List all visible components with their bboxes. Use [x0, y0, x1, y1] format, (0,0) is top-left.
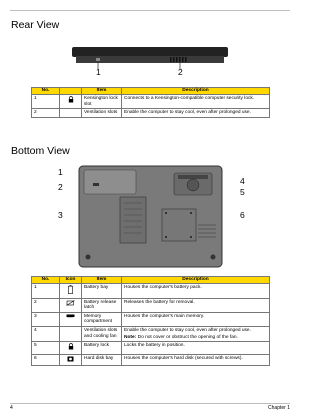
kensington-lock-icon [68, 96, 74, 103]
col-header-item: Item [82, 277, 122, 284]
bottom-callout-5: 5 [240, 187, 245, 197]
row-no: 1 [32, 284, 60, 299]
bottom-callout-1: 1 [58, 167, 63, 177]
row-description: Houses the computer's main memory. [122, 312, 270, 326]
battery-icon [68, 285, 73, 294]
col-header-blank [60, 88, 82, 95]
row-icon-cell [60, 312, 82, 326]
laptop-bottom-image [78, 165, 223, 268]
bottom-callout-6: 6 [240, 210, 245, 220]
rear-view-heading: Rear View [11, 19, 60, 31]
battery-lock-icon [68, 343, 74, 350]
note-text: Do not cover or obstruct the opening of the fan. [137, 334, 238, 340]
col-header-icon: Icon [60, 277, 82, 284]
table-row [32, 284, 270, 299]
battery-release-icon [66, 300, 75, 306]
row-description: Enable the computer to stay cool, even after prolonged use. [124, 327, 251, 333]
row-description: Enable the computer to stay cool, even after prolonged use. [122, 109, 270, 118]
table-row [32, 326, 270, 341]
row-item: Battery bay [82, 284, 122, 299]
header-rule [10, 10, 290, 11]
row-description: Releases the battery for removal. [122, 298, 270, 312]
row-description-cell [122, 326, 270, 341]
row-item: Ventilation slots [82, 109, 122, 118]
row-item: Kensington lock slot [82, 95, 122, 109]
bottom-callout-2: 2 [58, 182, 63, 192]
table-row [32, 354, 270, 366]
row-item: Hard disk bay [82, 354, 122, 366]
bottom-view-table [31, 276, 270, 366]
row-item: Ventilation slots and cooling fan [82, 326, 122, 341]
hard-disk-icon [67, 356, 74, 362]
col-header-description: Description [122, 277, 270, 284]
rear-callout-2: 2 [178, 67, 183, 77]
row-item: Battery lock [82, 342, 122, 355]
row-item: Battery release latch [82, 298, 122, 312]
row-no: 6 [32, 354, 60, 366]
rear-callout-1: 1 [96, 67, 101, 77]
row-description: Locks the battery in position. [122, 342, 270, 355]
row-icon-cell [60, 95, 82, 109]
row-icon-cell [60, 298, 82, 312]
table-header-row [32, 277, 270, 284]
page-number: 4 [10, 405, 13, 411]
col-header-item: Item [82, 88, 122, 95]
row-icon-cell [60, 326, 82, 341]
col-header-no: No. [32, 277, 60, 284]
col-header-no: No. [32, 88, 60, 95]
chapter-label: Chapter 1 [268, 405, 290, 411]
table-row [32, 342, 270, 355]
row-description: Houses the computer's hard disk (secured with screws). [122, 354, 270, 366]
table-row [32, 298, 270, 312]
bottom-view-heading: Bottom View [11, 145, 70, 157]
row-no: 2 [32, 109, 60, 118]
fan-note [124, 335, 267, 341]
row-description: Houses the computer's battery pack. [122, 284, 270, 299]
row-icon-cell [60, 109, 82, 118]
note-label: Note: [124, 334, 137, 340]
row-item: Memory compartment [82, 312, 122, 326]
battery-bay-shape [84, 170, 136, 194]
kensington-slot-shape [96, 58, 100, 61]
row-no: 1 [32, 95, 60, 109]
row-icon-cell [60, 342, 82, 355]
table-row [32, 109, 270, 118]
footer-rule [10, 403, 290, 404]
row-icon-cell [60, 354, 82, 366]
laptop-rear-image [70, 45, 230, 77]
row-no: 4 [32, 326, 60, 341]
bottom-callout-4: 4 [240, 176, 245, 186]
row-icon-cell [60, 284, 82, 299]
table-header-row [32, 88, 270, 95]
row-no: 2 [32, 298, 60, 312]
row-no: 3 [32, 312, 60, 326]
table-row [32, 95, 270, 109]
table-row [32, 312, 270, 326]
memory-compartment-shape [120, 197, 146, 243]
row-description: Connects to a Kensington-compatible computer security lock. [122, 95, 270, 109]
rear-view-table [31, 87, 270, 118]
bottom-callout-3: 3 [58, 210, 63, 220]
col-header-description: Description [122, 88, 270, 95]
row-no: 5 [32, 342, 60, 355]
memory-icon [66, 314, 75, 318]
